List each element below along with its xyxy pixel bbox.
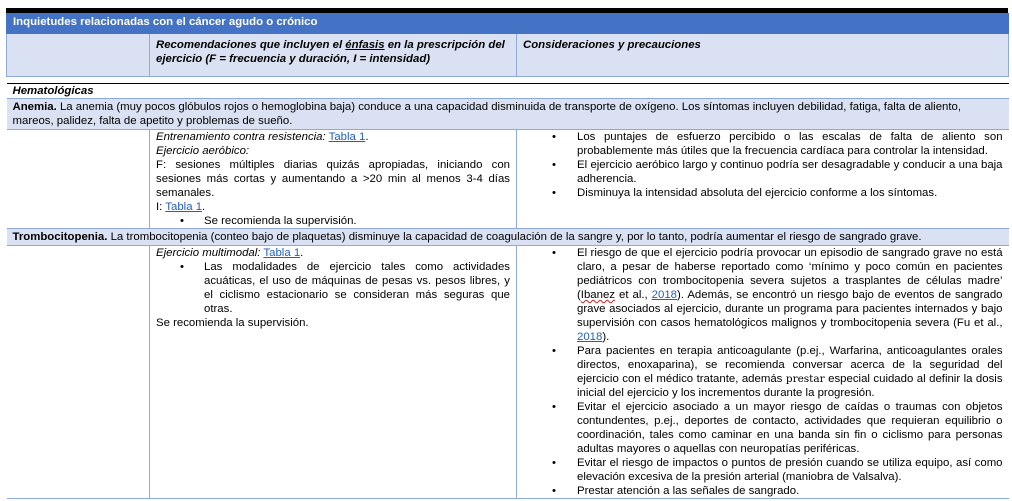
tabla-1-link[interactable]: Tabla 1 (328, 131, 366, 143)
recommendations-table (6, 13, 1008, 499)
list-item: • Las modalidades de ejercicio tales como actividades acuáticas, el uso de máquinas de pesas vs. pesos libres, y el ciclismo estacionario se consideran más seguras que otras. (156, 260, 510, 316)
table-title: Inquietudes relacionadas con el cáncer agudo o crónico (7, 14, 1009, 34)
header-empty-cell (7, 34, 150, 77)
list-item: • El ejercicio aeróbico largo y continuo podría ser desagradable y conducir a una baja adherencia. (523, 158, 1003, 186)
anemia-description: Anemia. La anemia (muy pocos glóbulos rojos o hemoglobina baja) conduce a una capacidad disminuida de transporte de oxígeno. Los síntomas incluyen debilidad, fatiga, falta de aliento, mareos, palidez, falta de apetito y problemas de sueño. (7, 99, 1009, 130)
thrombo-condition-row (7, 229, 1009, 246)
anemia-condition-row (7, 99, 1009, 130)
section-row (7, 84, 1009, 99)
table-title-row (7, 14, 1009, 34)
list-item: • Los puntajes de esfuerzo percibido o las escalas de falta de aliento son probablemente más útiles que la frecuencia cardíaca para controlar la intensidad. (523, 130, 1003, 158)
anemia-body-row (7, 130, 1009, 229)
reference-2018-link[interactable]: 2018 (577, 331, 603, 343)
supervision-note: Se recomienda la supervisión. (156, 317, 309, 329)
list-item: • Se recomienda la supervisión. (156, 214, 510, 228)
list-item: • Evitar el ejercicio asociado a un mayor riesgo de caídas o traumas con objetos contundentes, p.ej., deportes de contacto, actividades que requieran equilibrio o coordinación, tales como caminar en una banda sin fin o ciclismo para personas adultas mayores o aquellas con neuropatías periféricas. (523, 400, 1003, 456)
list-item: • Prestar atención a las señales de sangrado. (523, 484, 1003, 498)
thrombo-title: Trombocitopenia. (12, 231, 108, 243)
aerobic-frequency: F: sesiones múltiples diarias quizás apropiadas, iniciando con sesiones más cortas y aumentando a >20 min al menos 3-4 días semanales. (156, 159, 510, 199)
list-item: • Disminuya la intensidad absoluta del ejercicio conforme a los síntomas. (523, 186, 1003, 200)
table-header-row (7, 34, 1009, 77)
list-item: • Para pacientes en terapia anticoagulante (p.ej., Warfarina, anticoagulantes orales directos, enoxaparina), se recomienda conversar acerca de la seguridad del ejercicio con el médico tratante, además prestar especial cuidado al definir la dosis inicial del ejercicio y los incrementos durante la progresión. (523, 344, 1003, 400)
header-emphasis: énfasis (345, 39, 385, 51)
section-label: Hematológicas (7, 84, 1009, 99)
anemia-considerations (517, 130, 1009, 229)
anemia-recommendations: Entrenamiento contra resistencia: Tabla 1. Ejercicio aeróbico: F: sesiones múltiples diarias quizás apropiadas, iniciando con sesiones más cortas y aumentando a >20 min al menos 3-4 días semanales. I: Tabla 1. • Se recomienda la supervisión. (150, 130, 517, 229)
tabla-1-link[interactable]: Tabla 1 (263, 247, 301, 259)
header-recommendations: Recomendaciones que incluyen el énfasis en la prescripción del ejercicio (F = frecuencia y duración, I = intensidad) (150, 34, 517, 77)
list-item: • El riesgo de que el ejercicio podría provocar un episodio de sangrado grave no está claro, a pesar de haberse reportado como ‘mínimo y poco común en pacientes pediátricos con trombocitopenia severa sujetos a trasplantes de células madre’ (Ibanez et al., 2018). Además, se encontró un riesgo bajo de eventos de sangrado grave asociados al ejercicio, durante un programa para pacientes internados y bajo supervisión con casos hematológicos malignos y trombocitopenia severa (Fu et al., 2018). (523, 246, 1003, 344)
thrombo-recommendations: Ejercicio multimodal: Tabla 1. • Las modalidades de ejercicio tales como actividades acuáticas, el uso de máquinas de pesas vs. pesos libres, y el ciclismo estacionario se consideran más seguras que otras. Se recomienda la supervisión. (150, 246, 517, 499)
tabla-1-link[interactable]: Tabla 1 (165, 201, 203, 213)
reference-2018-link[interactable]: 2018 (651, 289, 678, 301)
thrombo-description: Trombocitopenia. La trombocitopenia (conteo bajo de plaquetas) disminuye la capacidad de coagulación de la sangre y, por lo tanto, podría aumentar el riesgo de sangrado grave. (7, 229, 1009, 246)
thrombo-body-row (7, 246, 1009, 499)
list-item: • Evitar el riesgo de impactos o puntos de presión cuando se utiliza equipo, así como elevación excesiva de la presión arterial (maniobra de Valsalva). (523, 456, 1003, 484)
anemia-title: Anemia. (12, 101, 57, 113)
thrombo-considerations (517, 246, 1009, 499)
header-considerations: Consideraciones y precauciones (517, 34, 1009, 77)
